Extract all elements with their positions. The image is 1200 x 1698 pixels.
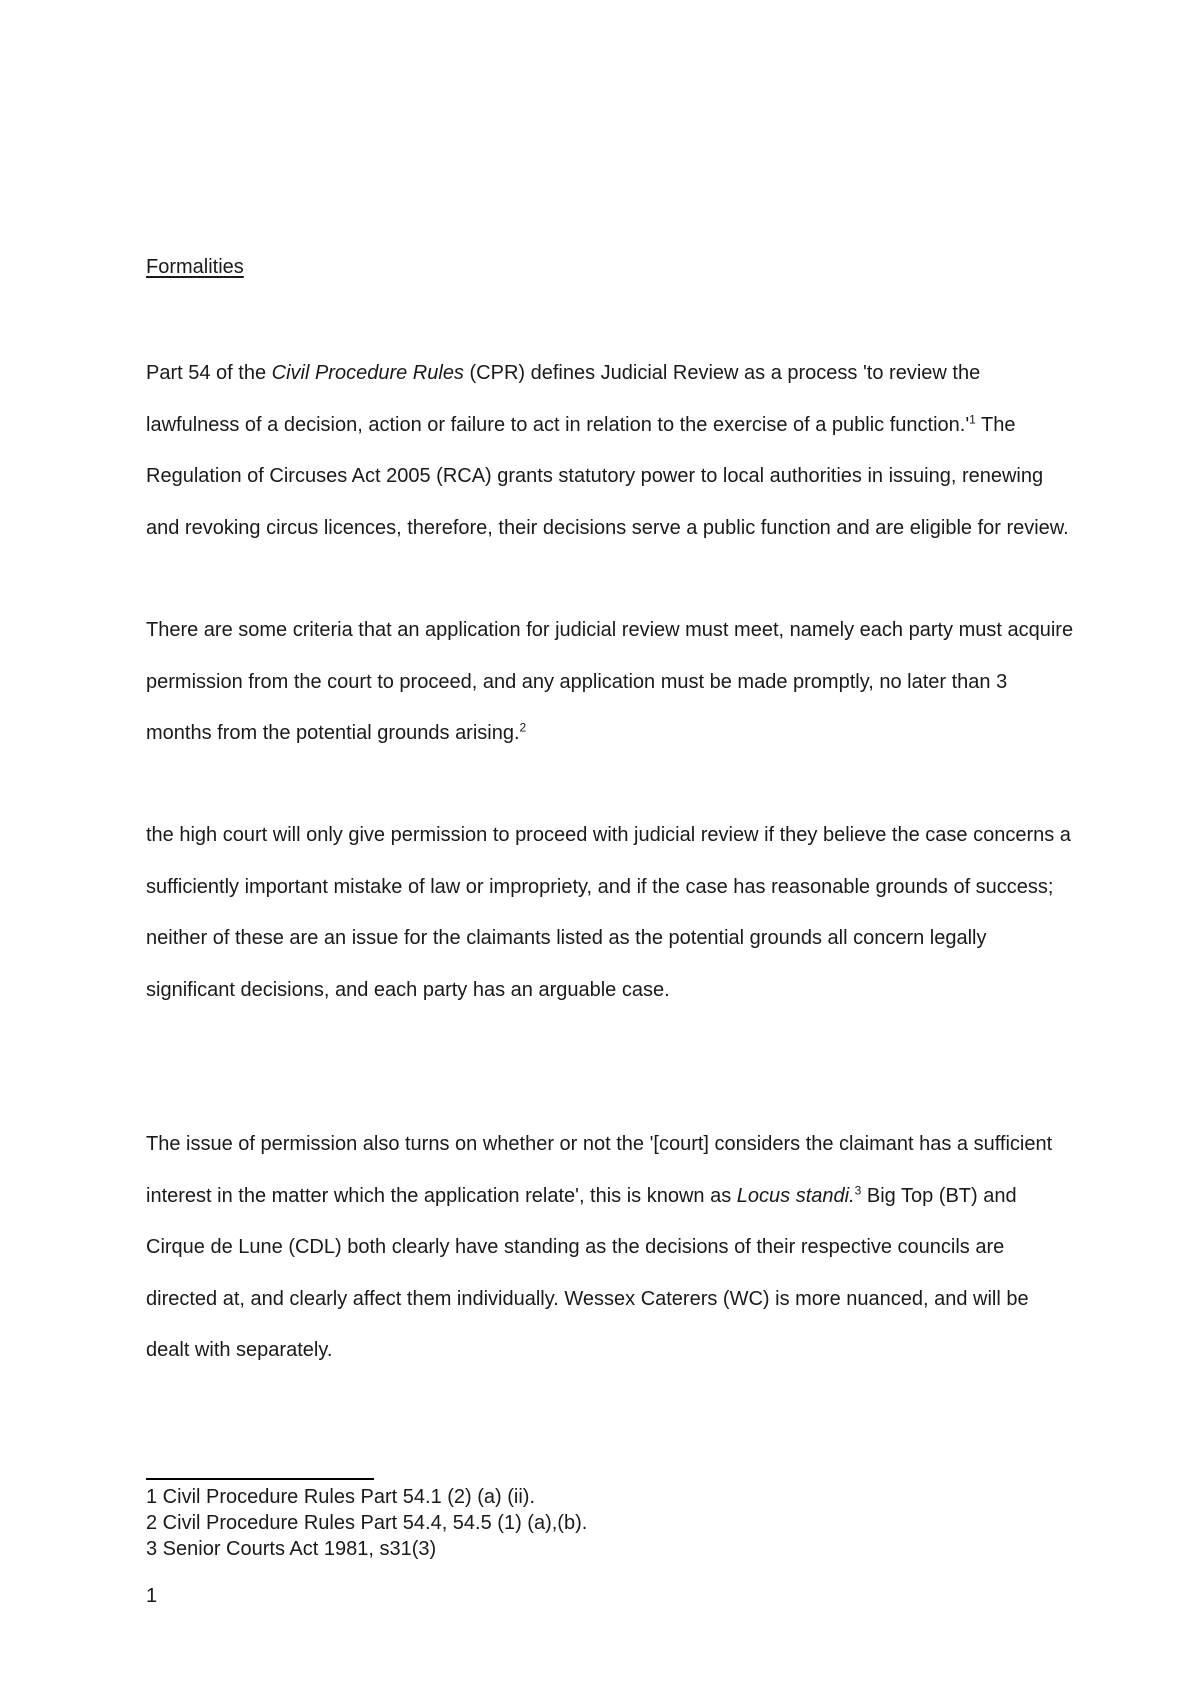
p1-text-a: Part 54 of the (146, 362, 272, 384)
p1-text-d: The Regulation of Circuses Act 2005 (RCA) grants statutory power to local authorities in issuing, renewing and revoking circus licences, therefore, their decisions serve a public function and are eligible for review. (146, 413, 1069, 539)
p1-italic-title: Civil Procedure Rules (271, 362, 464, 384)
p4-text-a: The issue of permission also turns on whether or not the '[court] considers the claimant has a sufficient interest in the matter which the application relate', this is known as (146, 1133, 1053, 1207)
footnote-ref-1[interactable]: 1 (969, 411, 976, 426)
paragraph-2 (146, 605, 1076, 760)
page-number: 1 (146, 1585, 158, 1607)
footnote-2: 2 Civil Procedure Rules Part 54.4, 54.5 (1) (a),(b). (146, 1512, 588, 1534)
p4-italic-term: Locus standi. (736, 1184, 855, 1207)
footnote-ref-2[interactable]: 2 (519, 720, 527, 735)
footnote-divider (146, 1478, 374, 1480)
footnotes-list (146, 1484, 587, 1562)
footnote-1: 1 Civil Procedure Rules Part 54.1 (2) (a) (ii). (146, 1486, 536, 1508)
paragraph-1 (146, 348, 1076, 554)
p3-text-a: the high court will only give permission to proceed with judicial review if they believe the case concerns a sufficiently important mistake of law or impropriety, and if the case has reasonable grounds of success; neither of these are an issue for the claimants listed as the potential grounds all concern legally significant decisions, and each party has an arguable case. (146, 824, 1071, 1001)
p1-text-c: (CPR) defines Judicial Review as a process 'to review the lawfulness of a decision, action or failure to act in relation to the exercise of a public function.' (146, 362, 981, 436)
p2-text-a: There are some criteria that an application for judicial review must meet, namely each party must acquire permission from the court to proceed, and any application must be made promptly, no later than 3 months from the potential grounds arising. (146, 619, 1074, 744)
footnote-3: 3 Senior Courts Act 1981, s31(3) (146, 1538, 437, 1560)
p4-text-c: Big Top (BT) and Cirque de Lune (CDL) both clearly have standing as the decisions of their respective councils are directed at, and clearly affect them individually. Wessex Caterers (WC) is more nuanced, and will be dealt with separately. (146, 1184, 1029, 1361)
paragraph-4 (146, 1119, 1076, 1377)
paragraph-3 (146, 810, 1076, 1016)
section-heading: Formalities (146, 256, 244, 278)
footnote-ref-3[interactable]: 3 (854, 1182, 862, 1197)
